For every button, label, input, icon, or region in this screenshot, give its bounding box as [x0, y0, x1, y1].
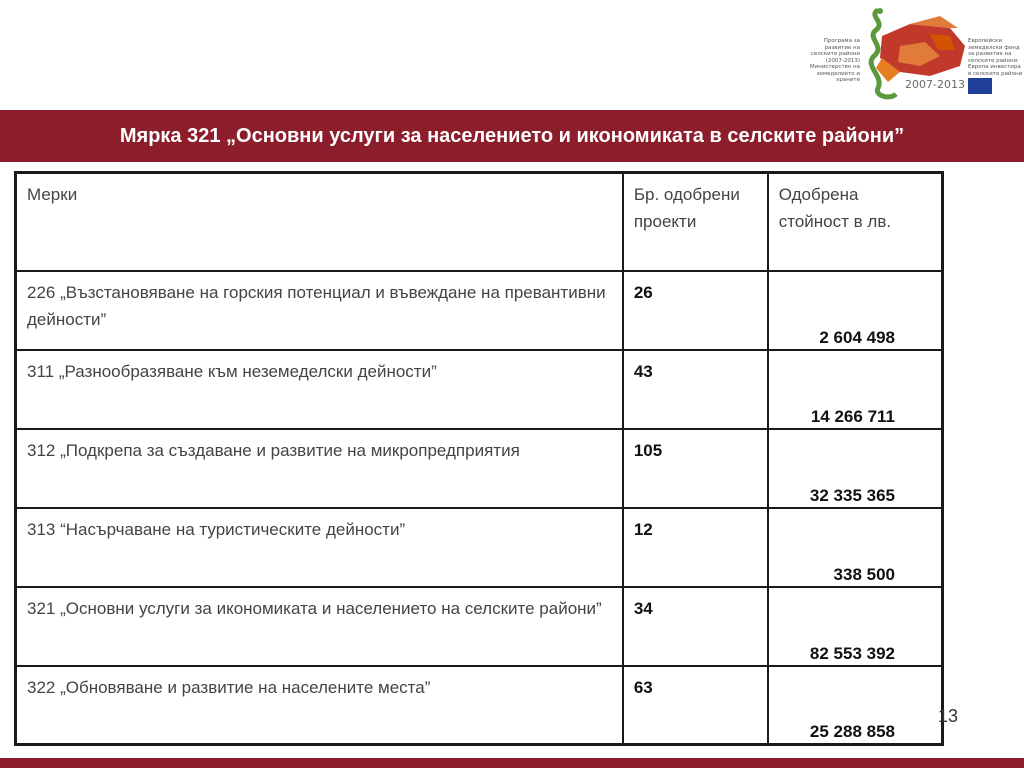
amount-cell [768, 587, 943, 666]
table-row [16, 429, 943, 508]
amount-cell [768, 429, 943, 508]
count-cell: 34 [623, 587, 768, 666]
amount-value: 82 553 392 [809, 643, 895, 663]
program-logo [800, 6, 1022, 104]
amount-cell [768, 271, 943, 350]
table-row [16, 350, 943, 429]
header-measures: Мерки [16, 173, 623, 271]
measure-cell: 312 „Подкрепа за създаване и развитие на микропредприятия [16, 429, 623, 508]
table-row [16, 508, 943, 587]
header-approved-projects: Бр. одобрени проекти [623, 173, 768, 271]
page-number: 13 [938, 706, 959, 726]
table-row [16, 271, 943, 350]
table-header-row [16, 173, 943, 271]
count-cell: 26 [623, 271, 768, 350]
amount-cell [768, 350, 943, 429]
logo-right-text: Европейски земеделски фонд за развитие на селските райони: Европа инвестира в селските райони [968, 38, 1023, 77]
amount-value: 25 288 858 [809, 722, 895, 741]
logo-left-text: Програма за развитие на селските райони (2007-2013) Министерство на земеделието и храните [809, 38, 860, 83]
measure-cell: 321 „Основни услуги за икономиката и населението на селските райони” [16, 587, 623, 666]
measure-cell: 322 „Обновяване и развитие на населените места” [16, 666, 623, 745]
amount-value: 14 266 711 [810, 406, 895, 426]
amount-cell [768, 508, 943, 587]
table-row [16, 587, 943, 666]
count-cell: 12 [623, 508, 768, 587]
count-cell: 63 [623, 666, 768, 745]
amount-value: 32 335 365 [809, 485, 895, 505]
measure-cell: 313 “Насърчаване на туристическите дейности” [16, 508, 623, 587]
logo-year: 2007-2013 [905, 78, 965, 91]
measure-cell: 226 „Възстановяване на горския потенциал и въвеждане на превантивни дейности” [16, 271, 623, 350]
amount-value: 2 604 498 [819, 327, 895, 347]
header-approved-value: Одобрена стойност в лв. [768, 173, 943, 271]
title-bar [0, 108, 1024, 162]
count-cell: 43 [623, 350, 768, 429]
page-title: Мярка 321 „Основни услуги за населението и икономиката в селските райони” [119, 124, 905, 147]
amount-value: 338 500 [833, 564, 895, 584]
amount-cell [768, 666, 943, 745]
table-row [16, 666, 943, 745]
count-cell: 105 [623, 429, 768, 508]
measure-cell: 311 „Разнообразяване към неземеделски дейности” [16, 350, 623, 429]
eu-flag-icon [968, 78, 992, 94]
measures-table [14, 171, 944, 746]
bottom-bar [0, 758, 1024, 768]
